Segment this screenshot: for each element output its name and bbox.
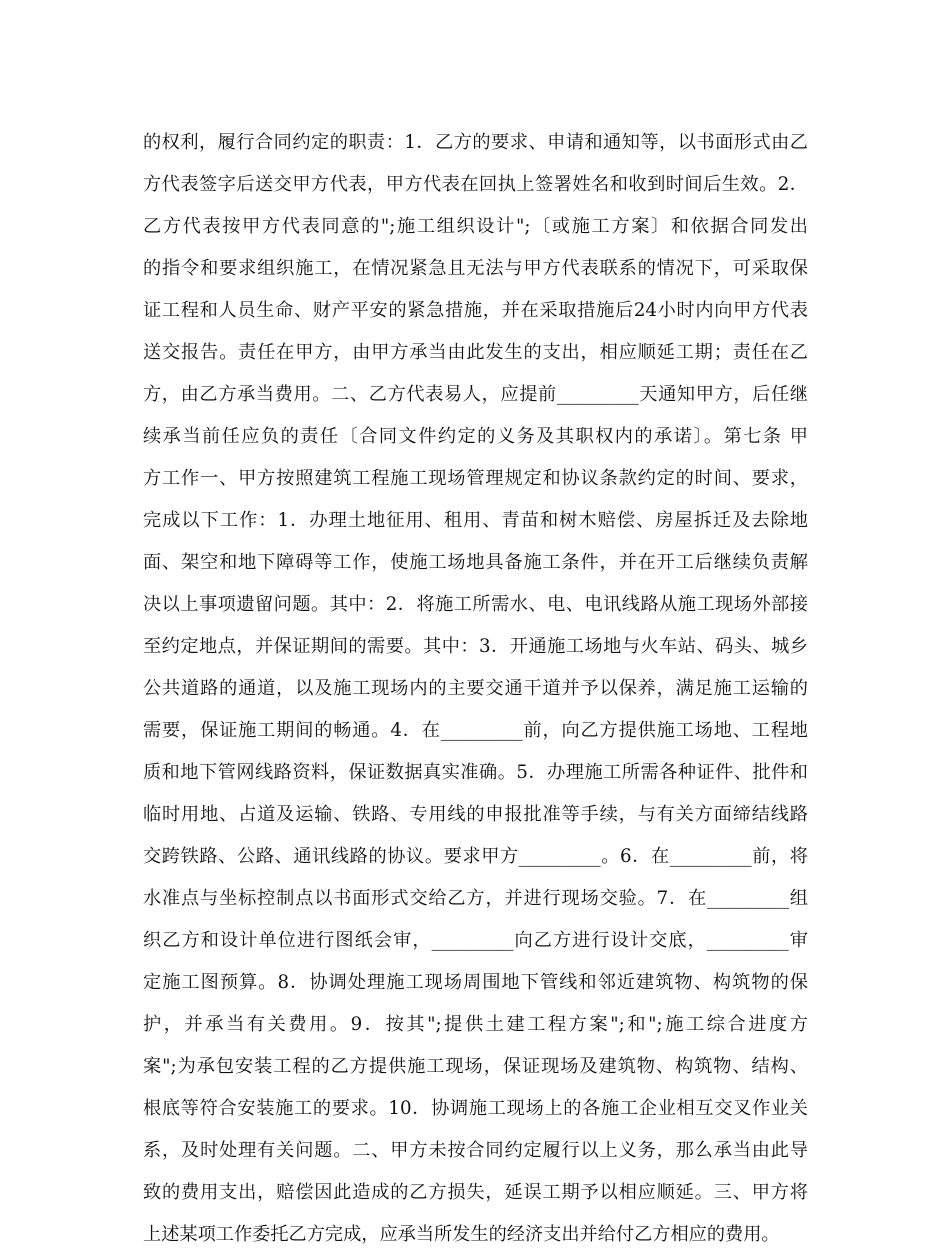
text-line: 方，由乙方承当费用。二、乙方代表易人，应提前_________天通知甲方，后任继 <box>143 384 808 405</box>
text-line: 公共道路的通道，以及施工现场内的主要交通干道并予以保养，满足施工运输的 <box>143 678 808 699</box>
text-line: 决以上事项遗留问题。其中：2．将施工所需水、电、电讯线路从施工现场外部接 <box>143 594 808 615</box>
text-line: 方代表签字后送交甲方代表，甲方代表在回执上签署姓名和收到时间后生效。2． <box>143 174 808 195</box>
text-line: 续承当前任应负的责任〔合同文件约定的义务及其职权内的承诺〕。第七条 甲 <box>143 426 808 447</box>
text-line: 水准点与坐标控制点以书面形式交给乙方，并进行现场交验。7．在_________组 <box>143 888 808 909</box>
text-line: 根底等符合安装施工的要求。10．协调施工现场上的各施工企业相互交叉作业关 <box>143 1098 808 1119</box>
text-line: 织乙方和设计单位进行图纸会审，_________向乙方进行设计交底，_________审 <box>143 930 808 951</box>
text-line: 上述某项工作委托乙方完成，应承当所发生的经济支出并给付乙方相应的费用。 <box>143 1224 780 1245</box>
text-line: 面、架空和地下障碍等工作，使施工场地具备施工条件，并在开工后继续负责解 <box>143 552 808 573</box>
text-line: 送交报告。责任在甲方，由甲方承当由此发生的支出，相应顺延工期；责任在乙 <box>143 342 808 363</box>
contract-body-text <box>143 122 808 1256</box>
text-line: 乙方代表按甲方代表同意的";施工组织设计";〔或施工方案〕和依据合同发出 <box>143 216 808 237</box>
text-line: 完成以下工作：1．办理土地征用、租用、青苗和树木赔偿、房屋拆迁及去除地 <box>143 510 808 531</box>
text-line: 护，并承当有关费用。9．按其";提供土建工程方案";和";施工综合进度方 <box>143 1014 808 1035</box>
text-line: 至约定地点，并保证期间的需要。其中：3．开通施工场地与火车站、码头、城乡 <box>143 636 808 657</box>
text-line: 案";为承包安装工程的乙方提供施工现场，保证现场及建筑物、构筑物、结构、 <box>143 1056 808 1077</box>
text-line: 临时用地、占道及运输、铁路、专用线的申报批准等手续，与有关方面缔结线路 <box>143 804 808 825</box>
text-line: 定施工图预算。8．协调处理施工现场周围地下管线和邻近建筑物、构筑物的保 <box>143 972 808 993</box>
text-line: 证工程和人员生命、财产平安的紧急措施，并在采取措施后24小时内向甲方代表 <box>143 300 808 321</box>
text-line: 交跨铁路、公路、通讯线路的协议。要求甲方_________。6．在_________前，将 <box>143 846 808 867</box>
text-line: 质和地下管网线路资料，保证数据真实准确。5．办理施工所需各种证件、批件和 <box>143 762 808 783</box>
text-line: 方工作一、甲方按照建筑工程施工现场管理规定和协议条款约定的时间、要求， <box>143 468 808 489</box>
text-line: 致的费用支出，赔偿因此造成的乙方损失，延误工期予以相应顺延。三、甲方将 <box>143 1182 808 1203</box>
text-line: 的指令和要求组织施工，在情况紧急且无法与甲方代表联系的情况下，可采取保 <box>143 258 808 279</box>
text-line: 的权利，履行合同约定的职责：1．乙方的要求、申请和通知等，以书面形式由乙 <box>143 132 808 153</box>
text-line: 需要，保证施工期间的畅通。4．在_________前，向乙方提供施工场地、工程地 <box>143 720 808 741</box>
text-line: 系，及时处理有关问题。二、甲方未按合同约定履行以上义务，那么承当由此导 <box>143 1140 808 1161</box>
